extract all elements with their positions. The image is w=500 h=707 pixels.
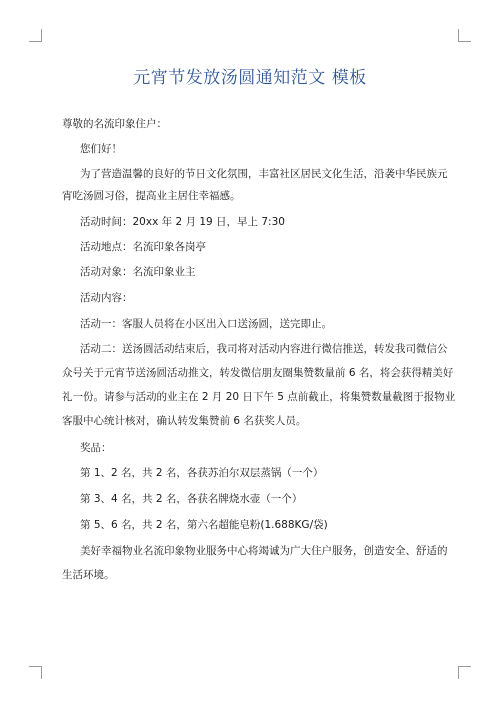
activity-time: 活动时间：20xx 年 2 月 19 日，早上 7:30 [80,216,285,228]
activity-two-line-1: 活动二：送汤圆活动结束后，我司将对活动内容进行微信推送，转发我司微信公 [80,343,448,355]
activity-content-heading: 活动内容： [80,292,133,304]
crop-mark-top-right [458,29,471,42]
activity-two-line-3: 礼一份。请参与活动的业主在 2 月 20 日下午 5 点前截止，将集赞数量截图于报物业 [62,391,456,403]
activity-one: 活动一：客服人员将在小区出入口送汤圆，送完即止。 [80,318,332,330]
prize-1-2: 第 1、2 名，共 2 名，各获苏泊尔双层蒸锅（一个） [80,467,324,479]
closing-line-1: 美好幸福物业名流印象物业服务中心将竭诚为广大住户服务，创造安全、舒适的 [80,545,448,557]
intro-line-2: 宵吃汤圆习俗，提高业主居住幸福感。 [62,190,241,202]
prizes-heading: 奖品： [80,442,112,454]
activity-audience: 活动对象：名流印象业主 [80,266,196,278]
crop-mark-bottom-left [29,666,42,679]
document-title: 元宵节发放汤圆通知范文 模板 [133,68,367,88]
activity-two-line-4: 客服中心统计核对，确认转发集赞前 6 名获奖人员。 [62,415,307,427]
prize-3-4: 第 3、4 名，共 2 名，各获名牌烧水壶（一个） [80,493,303,505]
greeting: 您们好！ [80,143,122,155]
closing-line-2: 生活环境。 [62,569,115,581]
activity-two-line-2: 众号关于元宵节送汤圆活动推文，转发微信朋友圈集赞数量前 6 名，将会获得精美好 [62,367,454,379]
intro-line-1: 为了营造温馨的良好的节日文化氛围，丰富社区居民文化生活，沿袭中华民族元 [80,168,448,180]
salutation: 尊敬的名流印象住户： [62,118,167,130]
prize-5-6: 第 5、6 名，共 2 名，第六名超能皂粉(1.688KG/袋) [80,519,328,531]
crop-mark-bottom-right [458,666,471,679]
crop-mark-top-left [29,29,42,42]
activity-location: 活动地点：名流印象各岗亭 [80,241,206,253]
